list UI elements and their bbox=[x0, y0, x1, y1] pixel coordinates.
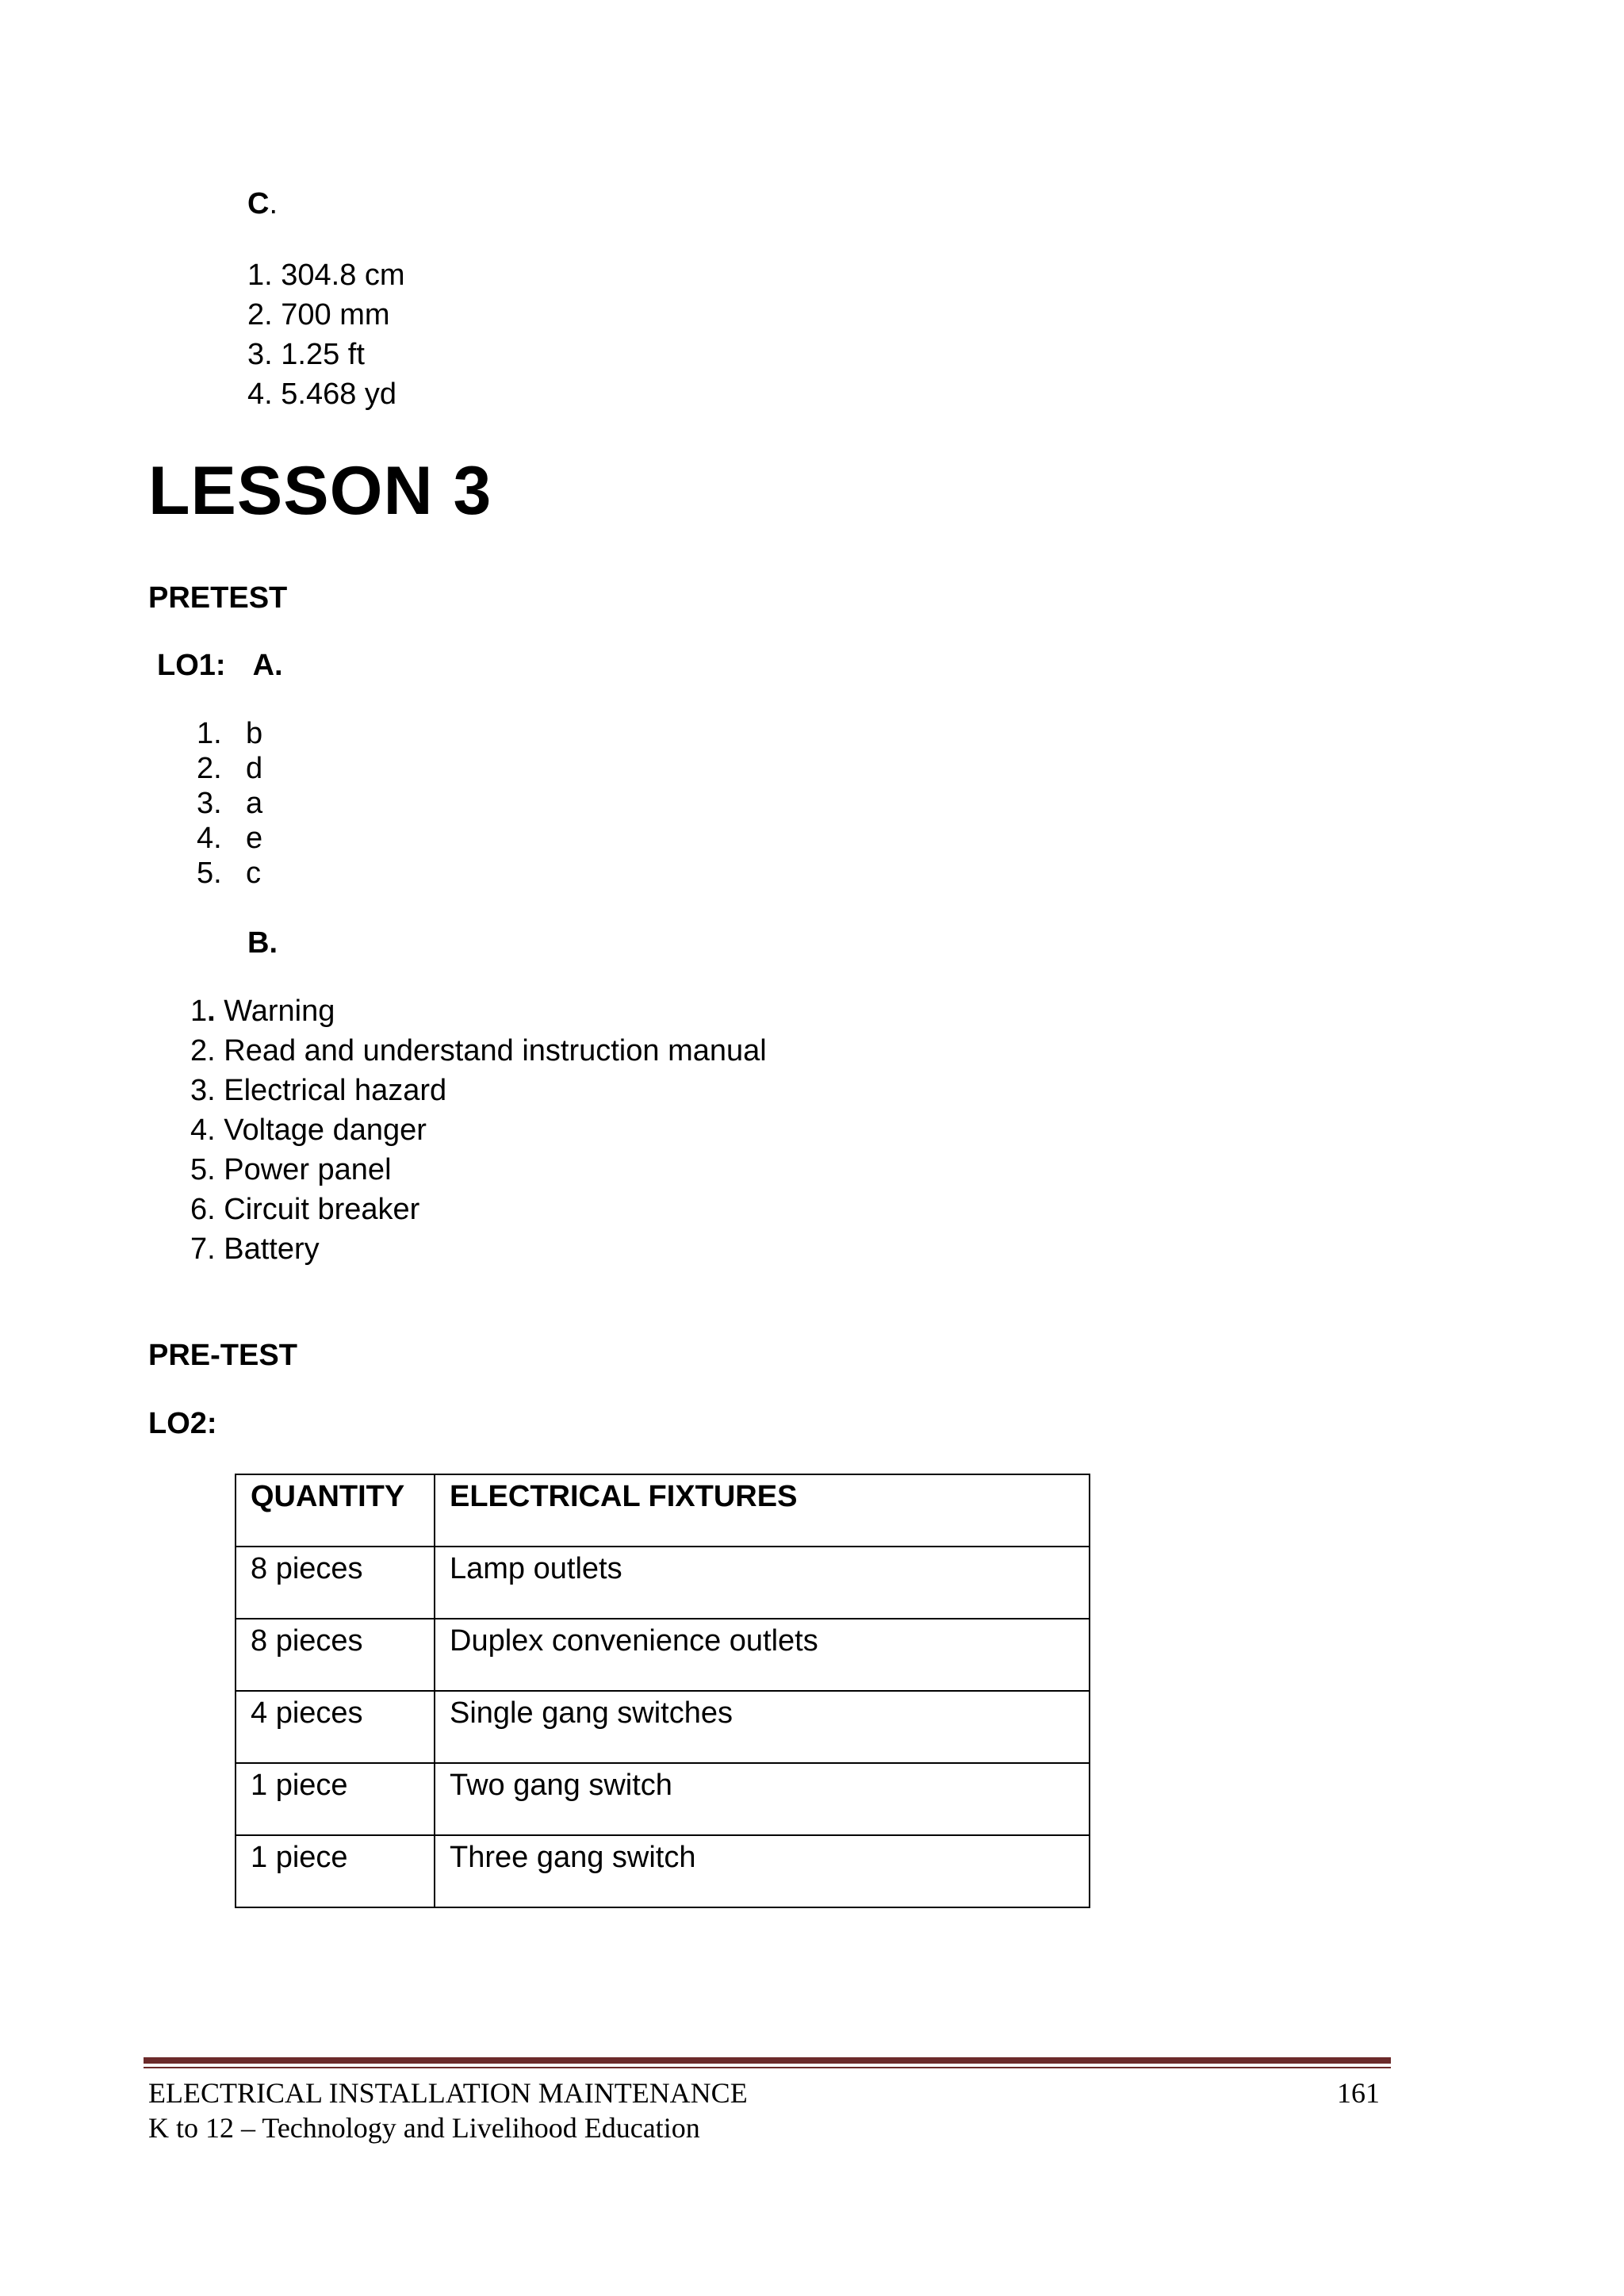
list-item: 3. 1.25 ft bbox=[247, 338, 365, 371]
footer-subtitle: K to 12 – Technology and Livelihood Education bbox=[148, 2112, 700, 2144]
list-item: 3. a bbox=[197, 787, 263, 820]
pretest-heading: PRETEST bbox=[148, 581, 288, 615]
lesson-title: LESSON 3 bbox=[148, 453, 492, 529]
list-item: 5. c bbox=[197, 857, 261, 890]
list-item: 3. Electrical hazard bbox=[190, 1074, 447, 1107]
page-number: 161 bbox=[1337, 2077, 1380, 2109]
list-item: 2. 700 mm bbox=[247, 298, 390, 332]
list-item: 5. Power panel bbox=[190, 1153, 392, 1186]
column-header-fixtures: ELECTRICAL FIXTURES bbox=[435, 1474, 1090, 1547]
table-row bbox=[236, 1763, 1090, 1835]
section-b-label: B. bbox=[247, 926, 278, 960]
column-header-quantity: QUANTITY bbox=[236, 1474, 435, 1547]
table-row bbox=[236, 1547, 1090, 1619]
list-item: 4. 5.468 yd bbox=[247, 378, 397, 411]
lo1-label: LO1: bbox=[157, 649, 226, 682]
list-item: 7. Battery bbox=[190, 1232, 320, 1266]
lo1-section-label: A. bbox=[252, 649, 283, 682]
fixture-cell: Two gang switch bbox=[435, 1763, 1090, 1835]
section-c-label: C. bbox=[247, 187, 278, 220]
list-item: 4. Voltage danger bbox=[190, 1114, 427, 1147]
table-row bbox=[236, 1691, 1090, 1763]
footer-title: ELECTRICAL INSTALLATION MAINTENANCE bbox=[148, 2077, 748, 2109]
footer-rule-thin bbox=[144, 2067, 1391, 2068]
quantity-cell: 8 pieces bbox=[236, 1547, 435, 1619]
list-item: 2. d bbox=[197, 752, 263, 785]
lo2-label: LO2: bbox=[148, 1407, 217, 1440]
fixture-cell: Duplex convenience outlets bbox=[435, 1619, 1090, 1691]
list-item: 4. e bbox=[197, 822, 263, 855]
pretest2-heading: PRE-TEST bbox=[148, 1339, 297, 1372]
fixture-cell: Three gang switch bbox=[435, 1835, 1090, 1907]
quantity-cell: 8 pieces bbox=[236, 1619, 435, 1691]
section-b-list bbox=[190, 991, 767, 1269]
quantity-cell: 4 pieces bbox=[236, 1691, 435, 1763]
lo1-heading bbox=[157, 649, 283, 683]
quantity-cell: 1 piece bbox=[236, 1763, 435, 1835]
list-item: 1. 304.8 cm bbox=[247, 259, 405, 292]
table-row bbox=[236, 1619, 1090, 1691]
fixture-cell: Single gang switches bbox=[435, 1691, 1090, 1763]
fixture-cell: Lamp outlets bbox=[435, 1547, 1090, 1619]
lo1-answer-list bbox=[197, 716, 262, 891]
list-item: 1. b bbox=[197, 717, 263, 750]
list-item: 6. Circuit breaker bbox=[190, 1193, 420, 1226]
list-item: 1. Warning bbox=[190, 995, 335, 1028]
footer-rule bbox=[144, 2057, 1391, 2064]
section-c-list bbox=[247, 255, 405, 414]
quantity-cell: 1 piece bbox=[236, 1835, 435, 1907]
list-item: 2. Read and understand instruction manual bbox=[190, 1034, 767, 1068]
table-header-row bbox=[236, 1474, 1090, 1547]
table-row bbox=[236, 1835, 1090, 1907]
fixtures-table bbox=[235, 1474, 1090, 1908]
